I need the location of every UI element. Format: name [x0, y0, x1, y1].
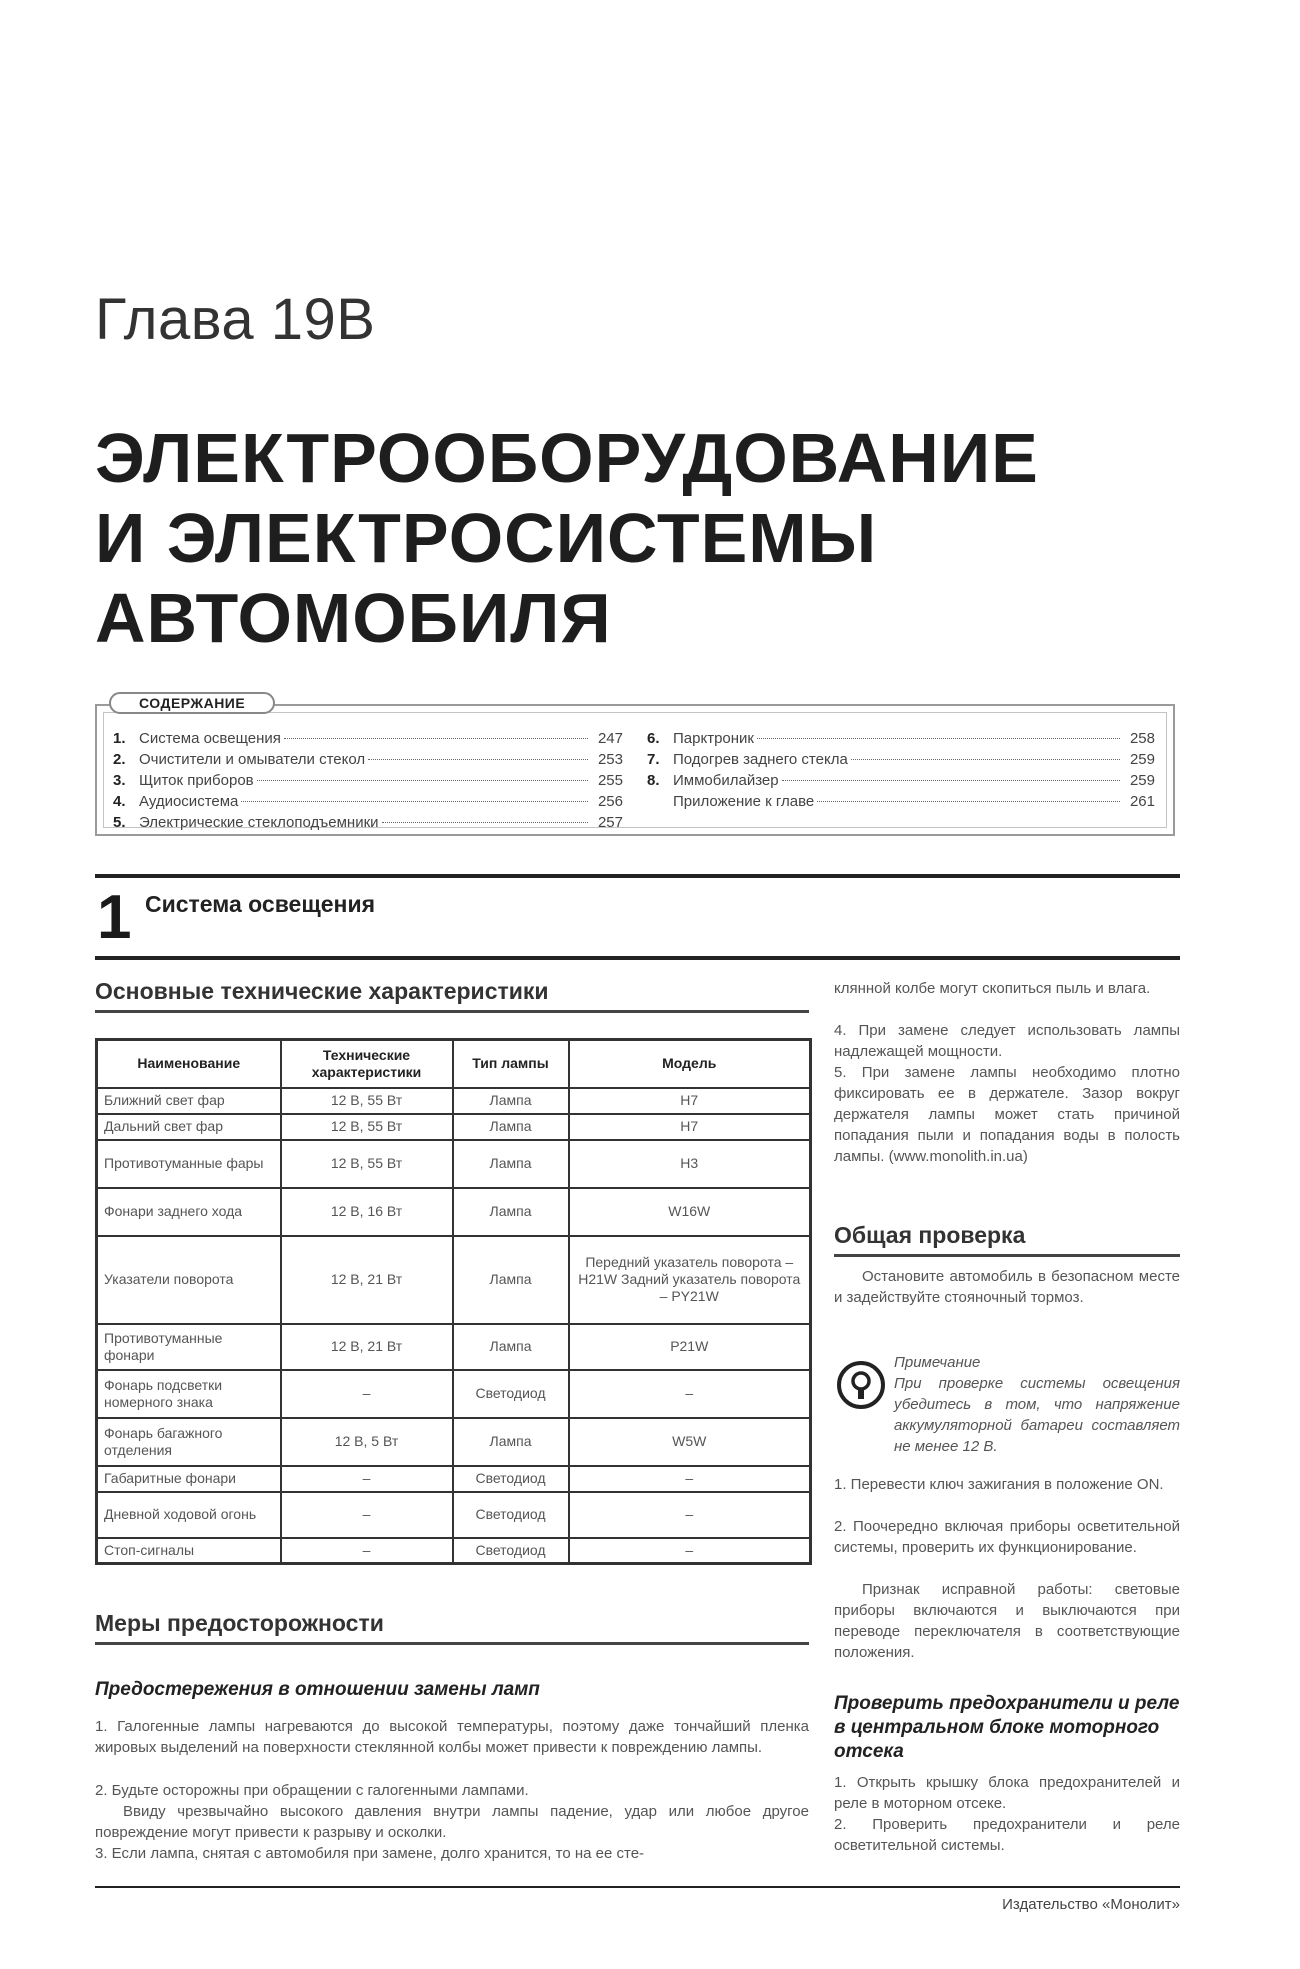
table-row [97, 1236, 811, 1324]
toc-item[interactable] [113, 812, 623, 833]
table-row [97, 1088, 811, 1114]
section-top-rule [95, 874, 1180, 878]
specs-table [95, 1038, 812, 1565]
specs-heading-rule [95, 1010, 809, 1013]
chapter-label: Глава 19В [95, 287, 376, 352]
toc-item-page: 259 [1129, 772, 1155, 789]
cell-name: Дальний свет фар [97, 1114, 281, 1140]
publisher-footer: Издательство «Монолит» [1002, 1896, 1180, 1913]
toc-column-1 [113, 728, 623, 833]
toc-item-text: Электрические стеклоподъемники [139, 814, 379, 831]
note-title: Примечание [894, 1354, 981, 1371]
cell-model: – [569, 1492, 811, 1538]
title-line-2: И ЭЛЕКТРОСИСТЕМЫ [95, 499, 878, 577]
fuse-heading: Проверить предохранители и реле в центральном блоке моторного отсека [834, 1693, 1180, 1762]
toc-item[interactable] [647, 749, 1155, 770]
table-row [97, 1492, 811, 1538]
toc-item-page: 261 [1129, 793, 1155, 810]
cell-name: Противотуманные фары [97, 1140, 281, 1188]
toc-leader [368, 759, 588, 760]
cell-spec: – [281, 1466, 453, 1492]
toc-item-number: 1. [113, 730, 126, 747]
general-check-text: Остановите автомобиль в безопасном месте и задействуйте стояночный тормоз. [834, 1268, 1180, 1306]
cell-spec: 12 В, 16 Вт [281, 1188, 453, 1236]
title-line-1: ЭЛЕКТРООБОРУДОВАНИЕ [95, 419, 1039, 497]
toc-leader [257, 780, 588, 781]
toc-item-number: 7. [647, 751, 660, 768]
toc-item-text: Приложение к главе [673, 793, 815, 810]
toc-item-number: 2. [113, 751, 126, 768]
precautions-item: 2. Будьте осторожны при обращении с галогенными лампами. [95, 1782, 529, 1799]
cell-model: – [569, 1466, 811, 1492]
cell-name: Габаритные фонари [97, 1466, 281, 1492]
cell-type: Лампа [453, 1114, 569, 1140]
cell-model: H7 [569, 1114, 811, 1140]
precautions-heading-rule [95, 1642, 809, 1645]
toc-item-text: Подогрев заднего стекла [673, 751, 848, 768]
toc-label: СОДЕРЖАНИЕ [109, 692, 275, 714]
toc-item-text: Система освещения [139, 730, 281, 747]
cell-type: Лампа [453, 1236, 569, 1324]
continuation-text: клянной колбе могут скопиться пыль и влага. [834, 980, 1151, 997]
cell-model: – [569, 1538, 811, 1564]
general-check-heading: Общая проверка [834, 1222, 1026, 1248]
table-row [97, 1538, 811, 1564]
column-header: Наименование [97, 1040, 281, 1088]
table-row [97, 1188, 811, 1236]
toc-item-page: 257 [597, 814, 623, 831]
cell-spec: 12 В, 55 Вт [281, 1114, 453, 1140]
table-row [97, 1418, 811, 1466]
toc-item[interactable] [113, 770, 623, 791]
toc-item-text: Щиток приборов [139, 772, 254, 789]
cell-name: Противотуманные фонари [97, 1324, 281, 1370]
toc-item-page: 259 [1129, 751, 1155, 768]
toc-item-text: Иммобилайзер [673, 772, 779, 789]
toc-item-number: 3. [113, 772, 126, 789]
section-number: 1 [97, 883, 132, 952]
toc-item-page: 256 [597, 793, 623, 810]
cell-name: Указатели поворота [97, 1236, 281, 1324]
cell-model: H7 [569, 1088, 811, 1114]
toc-item[interactable] [113, 749, 623, 770]
toc-leader [782, 780, 1120, 781]
cell-name: Стоп-сигналы [97, 1538, 281, 1564]
toc-item[interactable] [647, 791, 1155, 812]
precautions-heading: Меры предосторожности [95, 1610, 384, 1636]
cell-type: Лампа [453, 1088, 569, 1114]
toc-item-text: Аудиосистема [139, 793, 239, 810]
section-bottom-rule [95, 956, 1180, 960]
table-row [97, 1324, 811, 1370]
toc-leader [382, 822, 588, 823]
title-line-3: АВТОМОБИЛЯ [95, 579, 612, 657]
cell-spec: 12 В, 5 Вт [281, 1418, 453, 1466]
toc-column-2 [647, 728, 1155, 812]
cell-name: Ближний свет фар [97, 1088, 281, 1114]
toc-item-page: 247 [597, 730, 623, 747]
fuse-step-1: 1. Открыть крышку блока предохранителей и реле в моторном отсеке. [834, 1774, 1180, 1812]
check-step-1: 1. Перевести ключ зажигания в положение ON. [834, 1476, 1164, 1493]
column-header: Модель [569, 1040, 811, 1088]
general-check-rule [834, 1254, 1180, 1257]
cell-type: Лампа [453, 1324, 569, 1370]
check-step-2: 2. Поочередно включая приборы осветительной системы, проверить их функционирование. [834, 1518, 1180, 1556]
section-title: Система освещения [145, 891, 375, 917]
cell-model: W5W [569, 1418, 811, 1466]
precautions-item: Ввиду чрезвычайно высокого давления внутри лампы падение, удар или любое другое повреждение могут привести к разрыву и осколки. [95, 1803, 809, 1841]
cell-type: Светодиод [453, 1538, 569, 1564]
toc-item[interactable] [113, 728, 623, 749]
lamp-item-5: 5. При замене лампы необходимо плотно фиксировать ее в держателе. Зазор вокруг держателя лампы может стать причиной попадания пыли и попадания воды в полость лампы. (www.monolith.in.ua) [834, 1064, 1180, 1165]
cell-model: P21W [569, 1324, 811, 1370]
column-header: Тип лампы [453, 1040, 569, 1088]
cell-spec: – [281, 1492, 453, 1538]
toc-item-page: 253 [597, 751, 623, 768]
toc-item-number: 6. [647, 730, 660, 747]
cell-type: Светодиод [453, 1466, 569, 1492]
cell-spec: 12 В, 55 Вт [281, 1140, 453, 1188]
toc-item-page: 258 [1129, 730, 1155, 747]
cell-name: Дневной ходовой огонь [97, 1492, 281, 1538]
cell-type: Лампа [453, 1418, 569, 1466]
cell-model: Передний указатель поворота – H21W Задний указатель поворота – PY21W [569, 1236, 811, 1324]
toc-leader [757, 738, 1120, 739]
toc-item-page: 255 [597, 772, 623, 789]
fuse-step-2: 2. Проверить предохранители и реле осветительной системы. [834, 1816, 1180, 1854]
toc-item-text: Парктроник [673, 730, 754, 747]
toc-leader [817, 801, 1120, 802]
toc-item-text: Очистители и омыватели стекол [139, 751, 366, 768]
chapter-title [95, 418, 1039, 658]
cell-model: – [569, 1370, 811, 1418]
cell-name: Фонарь багажного отделения [97, 1418, 281, 1466]
check-step-2-note: Признак исправной работы: световые приборы включаются и выключаются при переводе переключателя в соответствующие положения. [834, 1581, 1180, 1661]
table-row [97, 1370, 811, 1418]
cell-name: Фонарь подсветки номерного знака [97, 1370, 281, 1418]
toc-item[interactable] [647, 728, 1155, 749]
precautions-subheading: Предостережения в отношении замены ламп [95, 1679, 540, 1700]
toc-leader [851, 759, 1120, 760]
precautions-item: 1. Галогенные лампы нагреваются до высокой температуры, поэтому даже тончайший пленка жировых выделений на поверхности стеклянной колбы может привести к повреждению лампы. [95, 1718, 809, 1756]
toc-leader [241, 801, 588, 802]
toc-item-number: 8. [647, 772, 660, 789]
lamp-item-4: 4. При замене следует использовать лампы надлежащей мощности. [834, 1022, 1180, 1060]
precautions-item: 3. Если лампа, снятая с автомобиля при замене, долго хранится, то на ее сте- [95, 1845, 645, 1862]
toc-item-number: 5. [113, 814, 126, 831]
toc-item[interactable] [647, 770, 1155, 791]
column-header: Технические характеристики [281, 1040, 453, 1088]
cell-spec: 12 В, 55 Вт [281, 1088, 453, 1114]
footer-rule [95, 1886, 1180, 1888]
cell-type: Светодиод [453, 1492, 569, 1538]
cell-type: Лампа [453, 1188, 569, 1236]
cell-type: Светодиод [453, 1370, 569, 1418]
toc-leader [284, 738, 588, 739]
table-of-contents [95, 695, 1175, 836]
cell-name: Фонари заднего хода [97, 1188, 281, 1236]
note-box [864, 1352, 1180, 1457]
cell-spec: – [281, 1538, 453, 1564]
cell-model: W16W [569, 1188, 811, 1236]
note-text: При проверке системы освещения убедитесь в том, что напряжение аккумуляторной батареи составляет не менее 12 В. [894, 1375, 1180, 1455]
cell-spec: 12 В, 21 Вт [281, 1236, 453, 1324]
table-row [97, 1114, 811, 1140]
toc-item-number: 4. [113, 793, 126, 810]
specs-heading: Основные технические характеристики [95, 978, 549, 1004]
cell-spec: 12 В, 21 Вт [281, 1324, 453, 1370]
table-row [97, 1140, 811, 1188]
cell-spec: – [281, 1370, 453, 1418]
table-row [97, 1466, 811, 1492]
cell-type: Лампа [453, 1140, 569, 1188]
toc-item[interactable] [113, 791, 623, 812]
cell-model: H3 [569, 1140, 811, 1188]
table-header-row [97, 1040, 811, 1088]
